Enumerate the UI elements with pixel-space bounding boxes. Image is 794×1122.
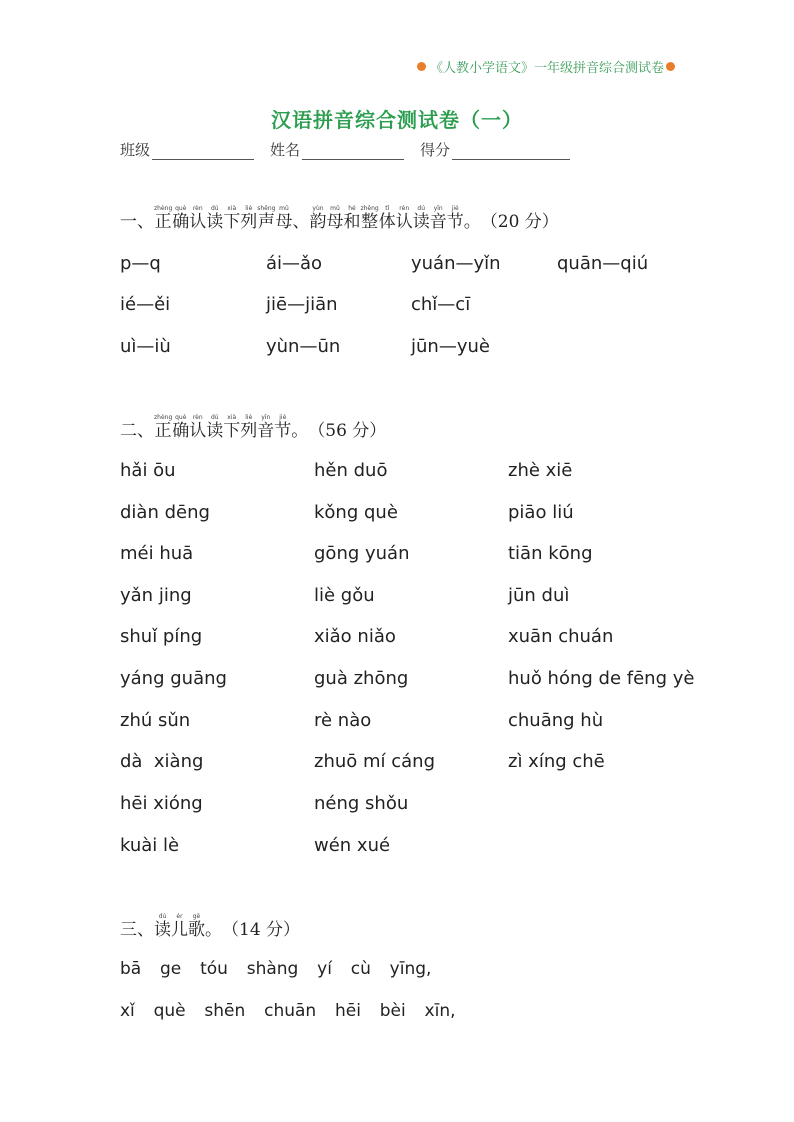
- section3-prefix: 三、: [120, 920, 154, 940]
- list-item: kǒng què: [314, 502, 398, 523]
- section2-instruction: [154, 414, 308, 441]
- section3-instruction: [154, 913, 222, 940]
- list-item: méi huā: [120, 543, 194, 564]
- pinyin-annotation: rèn: [189, 414, 207, 421]
- pinyin-annotation: zhěng: [360, 205, 379, 212]
- pinyin-annotation: rèn: [395, 205, 413, 212]
- list-item: yuán—yǐn: [411, 253, 501, 274]
- instruction-char: 音yīn: [257, 414, 275, 441]
- instruction-char: 列liè: [240, 205, 258, 232]
- list-item: chǐ—cī: [411, 294, 471, 315]
- pinyin-annotation: zhèng: [154, 414, 173, 421]
- instruction-char: 和hé: [343, 205, 361, 232]
- instruction-char: 认rèn: [189, 205, 207, 232]
- instruction-char: 节jié: [446, 205, 464, 232]
- list-item: jūn duì: [508, 585, 570, 606]
- list-item: wén xué: [314, 835, 391, 856]
- pinyin-annotation: mǔ: [275, 205, 293, 212]
- page-title: 汉语拼音综合测试卷（一）: [271, 108, 523, 132]
- list-item: xiǎo niǎo: [314, 626, 396, 647]
- list-item: zì xíng chē: [508, 751, 605, 772]
- instruction-char: 。: [205, 920, 222, 940]
- section2-score: （56 分）: [308, 421, 387, 441]
- list-item: diàn dēng: [120, 502, 210, 523]
- list-item: jiē—jiān: [266, 294, 338, 315]
- instruction-char: 下xià: [223, 205, 241, 232]
- instruction-char: 母mǔ: [275, 205, 293, 232]
- score-blank[interactable]: [452, 143, 570, 160]
- instruction-char: 声shēng: [257, 205, 276, 232]
- instruction-char: 读dú: [206, 205, 224, 232]
- list-item: p—q: [120, 253, 161, 274]
- list-item: guà zhōng: [314, 668, 409, 689]
- section1-instruction: [154, 205, 481, 232]
- instruction-char: 韵yùn: [309, 205, 327, 232]
- pinyin-annotation: ér: [171, 913, 188, 920]
- instruction-char: 母mǔ: [326, 205, 344, 232]
- instruction-char: 读dú: [154, 913, 171, 940]
- pinyin-annotation: què: [172, 205, 190, 212]
- section2-prefix: 二、: [120, 421, 154, 441]
- section3-heading: [120, 913, 300, 940]
- instruction-char: 。: [291, 421, 309, 441]
- instruction-char: 列liè: [240, 414, 258, 441]
- list-item: kuài lè: [120, 835, 180, 856]
- list-item: yǎn jing: [120, 585, 192, 606]
- score-field: [420, 139, 570, 160]
- orange-dot-icon: [417, 62, 426, 71]
- pinyin-annotation: liè: [240, 205, 258, 212]
- name-field: [270, 139, 404, 160]
- instruction-char: 。: [463, 212, 481, 232]
- list-item: zhú sǔn: [120, 710, 191, 731]
- list-item: hēi xióng: [120, 793, 203, 814]
- pinyin-annotation: dú: [154, 913, 171, 920]
- instruction-char: 儿ér: [171, 913, 188, 940]
- section1-score: （20 分）: [480, 212, 559, 232]
- name-blank[interactable]: [302, 143, 404, 160]
- pinyin-annotation: shēng: [257, 205, 276, 212]
- instruction-char: 整zhěng: [360, 205, 379, 232]
- instruction-char: 音yīn: [429, 205, 447, 232]
- instruction-char: 下xià: [223, 414, 241, 441]
- class-blank[interactable]: [152, 143, 254, 160]
- pinyin-annotation: yīn: [429, 205, 447, 212]
- pinyin-annotation: hé: [343, 205, 361, 212]
- list-item: xuān chuán: [508, 626, 614, 647]
- list-item: tiān kōng: [508, 543, 593, 564]
- instruction-char: 确què: [172, 205, 190, 232]
- list-item: liè gǒu: [314, 585, 375, 606]
- list-item: gōng yuán: [314, 543, 410, 564]
- list-item: uì—iù: [120, 336, 171, 357]
- instruction-char: 、: [292, 212, 310, 232]
- instruction-char: 正zhèng: [154, 414, 173, 441]
- pinyin-annotation: dú: [206, 414, 224, 421]
- verse-line: xǐ què shēn chuān hēi bèi xīn,: [120, 1001, 456, 1021]
- pinyin-annotation: tǐ: [378, 205, 396, 212]
- pinyin-annotation: zhèng: [154, 205, 173, 212]
- pinyin-annotation: liè: [240, 414, 258, 421]
- instruction-char: 读dú: [206, 414, 224, 441]
- pinyin-annotation: dú: [412, 205, 430, 212]
- list-item: hǎi ōu: [120, 460, 176, 481]
- orange-dot-icon: [666, 62, 675, 71]
- instruction-char: 认rèn: [395, 205, 413, 232]
- instruction-char: 确què: [172, 414, 190, 441]
- list-item: quān—qiú: [557, 253, 649, 274]
- list-item: jūn—yuè: [411, 336, 490, 357]
- section3-score: （14 分）: [222, 920, 301, 940]
- pinyin-annotation: gē: [188, 913, 205, 920]
- score-label: 得分: [420, 141, 451, 159]
- list-item: zhè xiē: [508, 460, 573, 481]
- list-item: zhuō mí cáng: [314, 751, 436, 772]
- list-item: dà xiàng: [120, 751, 204, 772]
- list-item: hěn duō: [314, 460, 388, 481]
- list-item: ái—ǎo: [266, 253, 323, 274]
- document-header: [417, 57, 675, 76]
- header-text: 《人教小学语文》一年级拼音综合测试卷: [429, 61, 664, 76]
- student-info-row: [120, 139, 586, 160]
- pinyin-annotation: yùn: [309, 205, 327, 212]
- list-item: néng shǒu: [314, 793, 409, 814]
- list-item: chuāng hù: [508, 710, 604, 731]
- pinyin-annotation: què: [172, 414, 190, 421]
- list-item: ié—ěi: [120, 294, 171, 315]
- list-item: piāo liú: [508, 502, 574, 523]
- pinyin-annotation: yīn: [257, 414, 275, 421]
- section1-prefix: 一、: [120, 212, 154, 232]
- class-label: 班级: [120, 141, 151, 159]
- instruction-char: 体tǐ: [378, 205, 396, 232]
- instruction-char: 认rèn: [189, 414, 207, 441]
- section1-heading: [120, 205, 559, 232]
- pinyin-annotation: jié: [446, 205, 464, 212]
- section2-heading: [120, 414, 386, 441]
- list-item: yùn—ūn: [266, 336, 341, 357]
- pinyin-annotation: jié: [274, 414, 292, 421]
- name-label: 姓名: [270, 141, 301, 159]
- list-item: rè nào: [314, 710, 372, 731]
- list-item: yáng guāng: [120, 668, 227, 689]
- pinyin-annotation: mǔ: [326, 205, 344, 212]
- verse-line: bā ge tóu shàng yí cù yīng,: [120, 959, 432, 979]
- list-item: shuǐ píng: [120, 626, 203, 647]
- pinyin-annotation: rèn: [189, 205, 207, 212]
- instruction-char: 歌gē: [188, 913, 205, 940]
- instruction-char: 节jié: [274, 414, 292, 441]
- pinyin-annotation: xià: [223, 414, 241, 421]
- list-item: huǒ hóng de fēng yè: [508, 668, 695, 689]
- pinyin-annotation: dú: [206, 205, 224, 212]
- class-field: [120, 139, 254, 160]
- instruction-char: 正zhèng: [154, 205, 173, 232]
- pinyin-annotation: xià: [223, 205, 241, 212]
- instruction-char: 读dú: [412, 205, 430, 232]
